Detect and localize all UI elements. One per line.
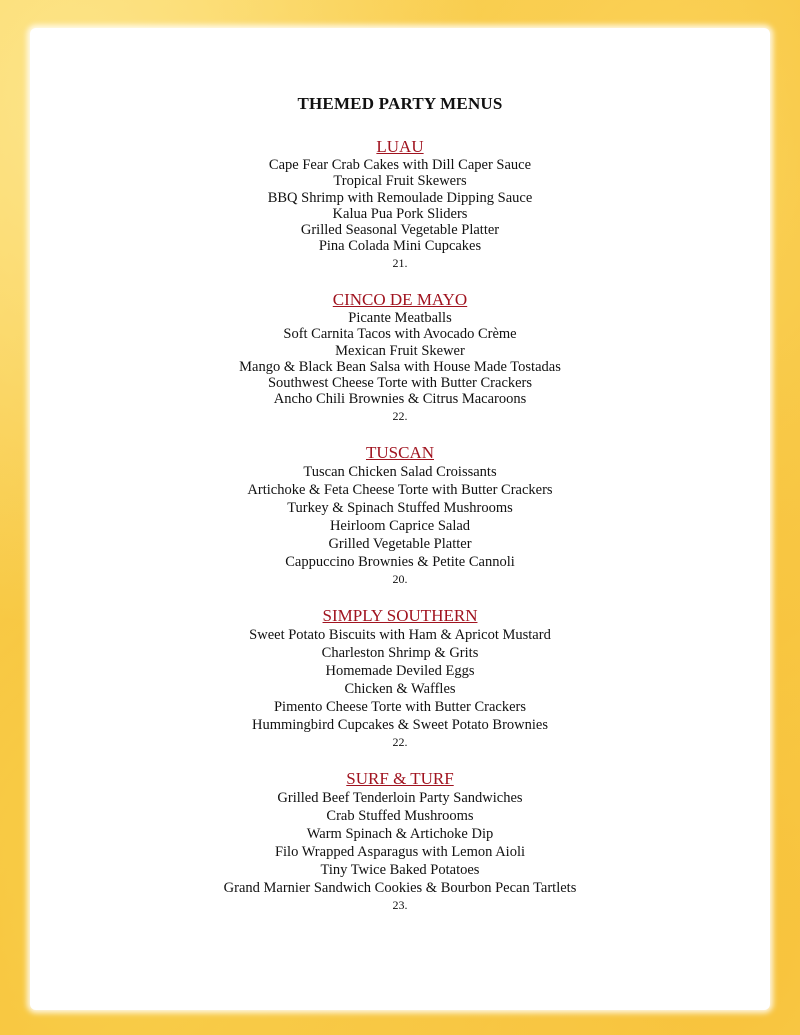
menu-item: Grilled Seasonal Vegetable Platter bbox=[300, 222, 500, 239]
menu-item: Artichoke & Feta Cheese Torte with Butter Crackers bbox=[247, 482, 553, 498]
menu-item: Picante Meatballs bbox=[348, 310, 452, 326]
section-heading: SURF & TURF bbox=[346, 769, 454, 788]
menu-item: Homemade Deviled Eggs bbox=[325, 663, 475, 679]
section-price: 20. bbox=[392, 572, 408, 586]
menu-item: Filo Wrapped Asparagus with Lemon Aioli bbox=[274, 844, 526, 860]
menu-item: Soft Carnita Tacos with Avocado Crème bbox=[283, 326, 517, 343]
menu-item: Ancho Chili Brownies & Citrus Macaroons bbox=[273, 391, 527, 408]
menu-item: Grand Marnier Sandwich Cookies & Bourbon Pecan Tartlets bbox=[223, 880, 577, 896]
menu-item: Tiny Twice Baked Potatoes bbox=[320, 862, 480, 878]
menu-item: Grilled Vegetable Platter bbox=[328, 536, 472, 552]
section-heading: LUAU bbox=[376, 137, 424, 156]
section-heading: SIMPLY SOUTHERN bbox=[322, 606, 478, 625]
menu-item: Cappuccino Brownies & Petite Cannoli bbox=[285, 554, 515, 570]
menu-item: Southwest Cheese Torte with Butter Crackers bbox=[267, 375, 533, 392]
menu-item: BBQ Shrimp with Remoulade Dipping Sauce bbox=[267, 189, 533, 206]
section-heading: TUSCAN bbox=[365, 443, 434, 462]
section-heading: CINCO DE MAYO bbox=[332, 290, 468, 309]
menu-section-luau bbox=[0, 137, 800, 271]
menu-item: Heirloom Caprice Salad bbox=[329, 518, 471, 534]
menu-item: Charleston Shrimp & Grits bbox=[321, 645, 479, 661]
menu-item: Mango & Black Bean Salsa with House Made Tostadas bbox=[239, 358, 561, 375]
menu-item: Mexican Fruit Skewer bbox=[335, 342, 465, 359]
menu-item: Tropical Fruit Skewers bbox=[333, 173, 467, 190]
menu-item: Hummingbird Cupcakes & Sweet Potato Brownies bbox=[251, 717, 548, 733]
menu-section-surf-and-turf bbox=[0, 769, 800, 913]
menu-item: Chicken & Waffles bbox=[344, 681, 456, 697]
menu-item: Warm Spinach & Artichoke Dip bbox=[306, 826, 494, 842]
menu-section-tuscan bbox=[0, 443, 800, 587]
menu-item: Kalua Pua Pork Sliders bbox=[332, 205, 468, 222]
menu-item: Grilled Beef Tenderloin Party Sandwiches bbox=[277, 790, 523, 806]
menu-item: Pimento Cheese Torte with Butter Crackers bbox=[273, 699, 526, 715]
menu-item: Crab Stuffed Mushrooms bbox=[326, 808, 474, 824]
menu-item: Sweet Potato Biscuits with Ham & Apricot Mustard bbox=[249, 627, 551, 643]
menu-item: Turkey & Spinach Stuffed Mushrooms bbox=[287, 500, 513, 516]
menu-item: Tuscan Chicken Salad Croissants bbox=[303, 464, 497, 480]
section-price: 21. bbox=[392, 255, 408, 270]
menu-section-simply-southern bbox=[0, 606, 800, 750]
page-title: THEMED PARTY MENUS bbox=[297, 94, 503, 113]
section-price: 22. bbox=[392, 735, 408, 749]
section-price: 22. bbox=[392, 408, 408, 423]
menu-section-cinco-de-mayo bbox=[0, 290, 800, 424]
menu-item: Pina Colada Mini Cupcakes bbox=[318, 238, 482, 255]
section-price: 23. bbox=[392, 898, 408, 912]
menu-item: Cape Fear Crab Cakes with Dill Caper Sauce bbox=[268, 157, 532, 173]
